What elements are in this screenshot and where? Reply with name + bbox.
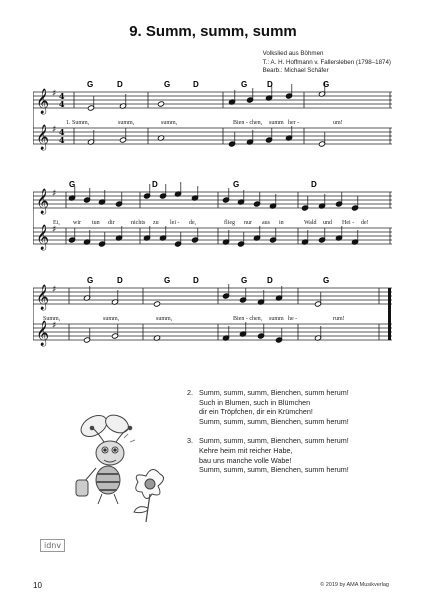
chord-symbol: G: [164, 276, 171, 285]
publisher-badge: idnv: [40, 539, 65, 552]
page-number: 10: [33, 581, 42, 590]
lyric-syllable: Bien - chen,: [233, 120, 263, 126]
song-title: 9. Summ, summ, summ: [129, 23, 297, 40]
verse-line: Summ, summ, summ, Bienchen, summ herum!: [199, 388, 349, 397]
sharp-sign: ♯: [52, 89, 57, 99]
lyric-syllable: rum!: [333, 316, 345, 322]
additional-verses: [187, 388, 349, 485]
staff-svg-3: [33, 274, 394, 364]
lyric-syllable: tun: [92, 220, 100, 226]
lyric-syllable: summ: [269, 120, 284, 126]
verse-2: [187, 388, 349, 426]
lyric-syllable: wir: [73, 220, 81, 226]
lyric-syllable: nur: [244, 220, 252, 226]
sharp-sign: ♯: [52, 225, 57, 235]
lyric-syllable: Bien - chen,: [233, 316, 263, 322]
staff-svg-1: [33, 78, 394, 168]
treble-clef-icon: 𝄞: [36, 285, 50, 310]
lyric-syllable: Hei -: [342, 220, 355, 226]
chord-symbol: D: [267, 276, 273, 285]
chord-symbol: D: [267, 80, 273, 89]
lyric-syllable: summ,: [156, 316, 173, 322]
sharp-sign: ♯: [52, 125, 57, 135]
treble-clef-icon: 𝄞: [36, 321, 50, 346]
verse-line: Summ, summ, summ, Bienchen, summ herum!: [199, 465, 349, 475]
chord-symbol: G: [241, 80, 248, 89]
credits-origin: Volkslied aus Böhmen: [262, 50, 324, 57]
chord-symbol: G: [164, 80, 171, 89]
lyric-syllable: Wald: [304, 220, 317, 226]
chord-symbol: D: [117, 80, 123, 89]
verse-line: Summ, summ, summ, Bienchen, summ herum!: [199, 416, 349, 426]
chord-symbol: G: [241, 276, 248, 285]
lyric-syllable: summ: [269, 316, 284, 322]
chord-symbol: G: [323, 276, 330, 285]
bee-illustration: [62, 408, 182, 528]
chord-symbol: G: [87, 80, 94, 89]
lyric-syllable: 1. Summ,: [66, 120, 90, 126]
lyric-syllable: de!: [361, 220, 369, 226]
time-signature-bottom: 4: [59, 99, 65, 109]
music-system-1: [33, 78, 394, 168]
lyric-syllable: Ei,: [53, 220, 60, 226]
chord-symbol: G: [69, 180, 76, 189]
treble-clef-icon: 𝄞: [36, 89, 50, 114]
lyric-syllable: summ,: [103, 316, 120, 322]
chord-symbol: D: [117, 276, 123, 285]
lyric-syllable: he -: [288, 316, 298, 322]
chord-symbol: D: [193, 276, 199, 285]
lyric-syllable: flieg: [224, 220, 235, 226]
treble-clef-icon: 𝄞: [36, 125, 50, 150]
verse-number: 3.: [187, 436, 193, 446]
credits-lyricist: T.: A. H. Hoffmann v. Fallersleben (1798–1874): [262, 58, 391, 66]
lyric-syllable: in: [279, 220, 284, 226]
lyric-syllable: her -: [288, 120, 300, 126]
credits-arranger: Bearb.: Michael Schäfer: [262, 67, 329, 75]
time-signature-top: 4: [59, 91, 65, 101]
chord-symbol: G: [323, 80, 330, 89]
music-system-3: [33, 274, 394, 364]
chord-symbol: G: [233, 180, 240, 189]
lyric-syllable: und: [323, 220, 332, 226]
lyric-syllable: zu: [153, 220, 159, 226]
lyric-syllable: aus: [262, 220, 270, 226]
chord-symbol: G: [87, 276, 94, 285]
time-signature-bottom: 4: [59, 135, 65, 145]
treble-clef-icon: 𝄞: [36, 189, 50, 214]
lyric-syllable: dir: [108, 220, 115, 226]
note-head: [157, 101, 164, 107]
verse-number: 2.: [187, 388, 193, 397]
chord-symbol: D: [152, 180, 158, 189]
note-head: [153, 301, 160, 307]
staff-svg-2: [33, 178, 394, 268]
lyric-syllable: de,: [189, 220, 197, 226]
music-system-2: [33, 178, 394, 268]
sharp-sign: ♯: [52, 189, 57, 199]
treble-clef-icon: 𝄞: [36, 225, 50, 250]
verse-line: dir ein Tröpfchen, dir ein Krümchen!: [199, 407, 313, 417]
chord-symbol: D: [193, 80, 199, 89]
lyric-syllable: lei -: [170, 220, 180, 226]
lyric-syllable: summ,: [161, 120, 178, 126]
verse-line: Such in Blumen, such in Blümchen: [199, 397, 311, 407]
lyric-syllable: nichts: [131, 220, 146, 226]
lyric-syllable: Summ,: [43, 316, 61, 322]
verse-line: bau uns manche volle Wabe!: [199, 455, 292, 465]
copyright-notice: © 2019 by AMA Musikverlag: [320, 582, 389, 588]
verse-line: Kehre heim mit reicher Habe,: [199, 445, 293, 455]
sharp-sign: ♯: [52, 285, 57, 295]
final-barline: [388, 288, 391, 340]
lyric-syllable: summ,: [118, 120, 135, 126]
sharp-sign: ♯: [52, 321, 57, 331]
lyric-syllable: um!: [333, 120, 343, 126]
time-signature-top: 4: [59, 127, 65, 137]
credits: [263, 50, 391, 76]
verse-3: [187, 436, 349, 474]
chord-symbol: D: [311, 180, 317, 189]
verse-line: Summ, summ, summ, Bienchen, summ herum!: [199, 436, 349, 446]
